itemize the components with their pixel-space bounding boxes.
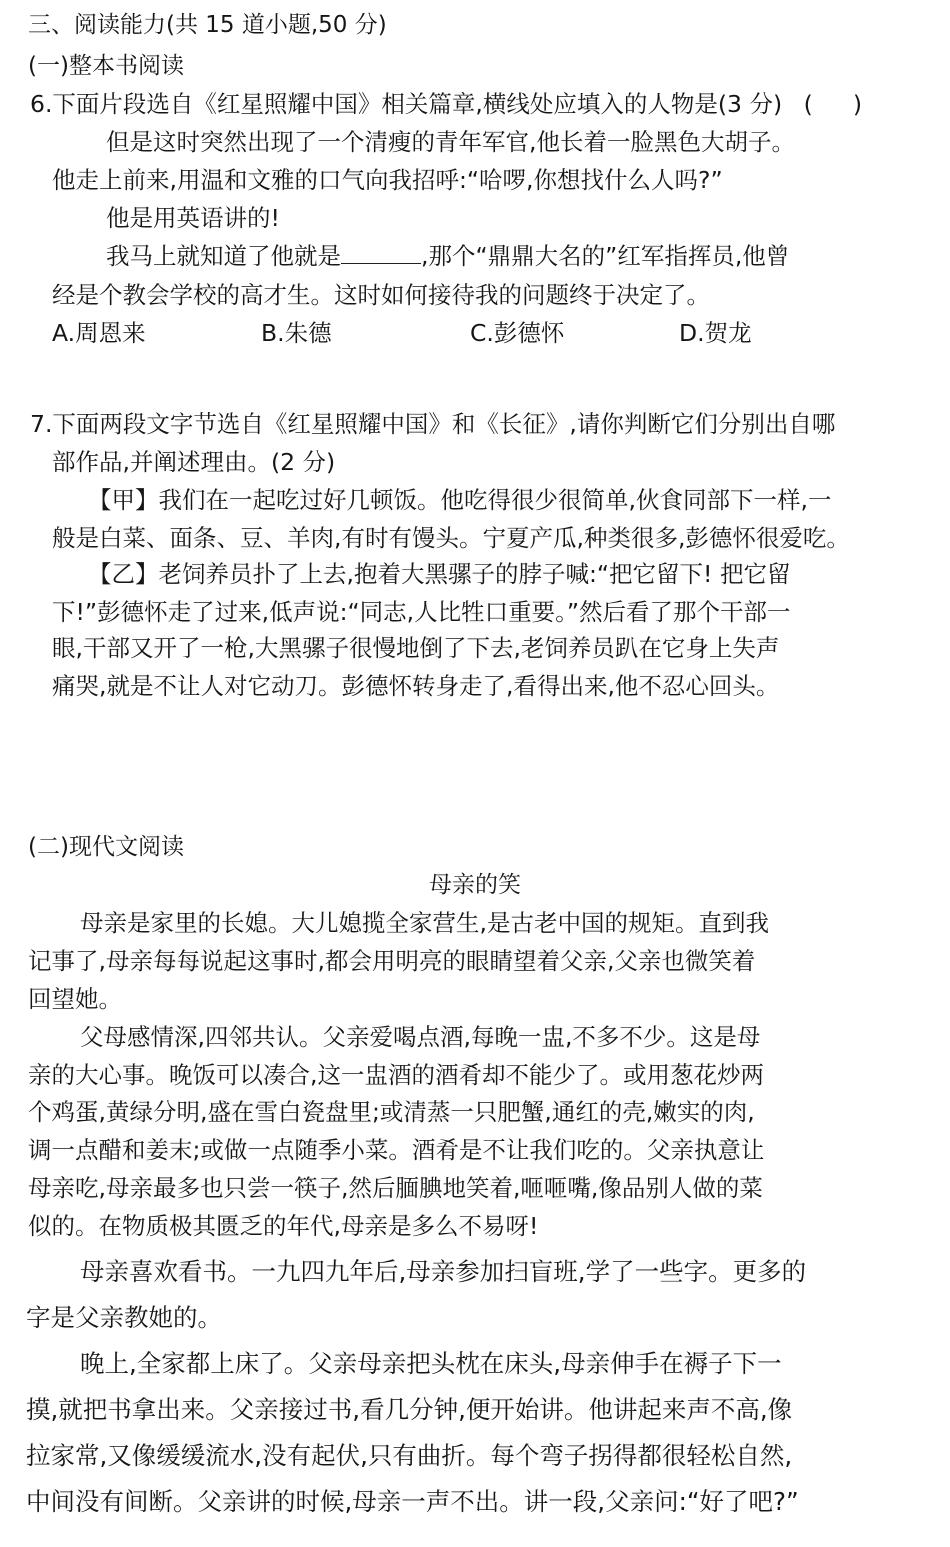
essay-line: 母亲是家里的长媳。大儿媳揽全家营生,是古老中国的规矩。直到我 — [80, 909, 769, 937]
q7-passage-yi: 眼,干部又开了一枪,大黑骡子很慢地倒了下去,老饲养员趴在它身上失声 — [52, 634, 780, 662]
q6-passage-line: 他是用英语讲的! — [106, 204, 280, 232]
q6-passage-line — [106, 241, 789, 271]
essay-line: 摸,就把书拿出来。父亲接过书,看几分钟,便开始讲。他讲起来声不高,像 — [26, 1395, 793, 1424]
q6-passage-text: 我马上就知道了他就是 — [106, 242, 341, 270]
essay-line: 母亲吃,母亲最多也只尝一筷子,然后腼腆地笑着,咂咂嘴,像品别人做的菜 — [28, 1174, 763, 1202]
q7-stem: 7.下面两段文字节选自《红星照耀中国》和《长征》,请你判断它们分别出自哪 — [30, 410, 836, 438]
section-title: 三、阅读能力(共 15 道小题,50 分) — [28, 12, 387, 38]
q6-passage-text: ,那个“鼎鼎大名的”红军指挥员,他曾 — [421, 242, 790, 270]
q7-passage-yi: 痛哭,就是不让人对它动刀。彭德怀转身走了,看得出来,他不忍心回头。 — [52, 672, 780, 700]
q7-passage-yi: 下!”彭德怀走了过来,低声说:“同志,人比牲口重要。”然后看了那个干部一 — [52, 598, 791, 626]
q6-passage-line: 但是这时突然出现了一个清瘦的青年军官,他长着一脸黑色大胡子。 — [106, 128, 795, 156]
q7-passage-jia: 【甲】我们在一起吃过好几顿饭。他吃得很少很简单,伙食同部下一样,一 — [88, 486, 832, 514]
part1-title: (一)整本书阅读 — [28, 53, 184, 79]
essay-line: 中间没有间断。父亲讲的时候,母亲一声不出。讲一段,父亲问:“好了吧?” — [26, 1487, 799, 1516]
q6-stem — [30, 89, 862, 119]
essay-line: 亲的大心事。晚饭可以凑合,这一盅酒的酒肴却不能少了。或用葱花炒两 — [28, 1061, 764, 1089]
q6-stem-text: 6.下面片段选自《红星照耀中国》相关篇章,横线处应填入的人物是(3 分) — [30, 90, 783, 118]
q7-stem: 部作品,并阐述理由。(2 分) — [52, 448, 336, 476]
option-d: D.贺龙 — [679, 319, 752, 347]
option-c: C.彭德怀 — [470, 319, 565, 347]
q6-passage-line: 他走上前来,用温和文雅的口气向我招呼:“哈啰,你想找什么人吗?” — [52, 166, 723, 194]
q7-passage-yi: 【乙】老饲养员扑了上去,抱着大黑骡子的脖子喊:“把它留下! 把它留 — [88, 560, 791, 588]
q7-passage-jia: 般是白菜、面条、豆、羊肉,有时有馒头。宁夏产瓜,种类很多,彭德怀很爱吃。 — [52, 524, 850, 552]
essay-line: 记事了,母亲每每说起这事时,都会用明亮的眼睛望着父亲,父亲也微笑着 — [28, 947, 756, 975]
essay-line: 调一点醋和姜末;或做一点随季小菜。酒肴是不让我们吃的。父亲执意让 — [28, 1136, 765, 1164]
essay-line: 个鸡蛋,黄绿分明,盛在雪白瓷盘里;或清蒸一只肥蟹,通红的壳,嫩实的肉, — [28, 1098, 755, 1126]
option-a: A.周恩来 — [52, 319, 146, 347]
essay-title: 母亲的笑 — [429, 872, 521, 898]
essay-line: 父母感情深,四邻共认。父亲爱喝点酒,每晚一盅,不多不少。这是母 — [80, 1023, 761, 1051]
essay-line: 母亲喜欢看书。一九四九年后,母亲参加扫盲班,学了一些字。更多的 — [80, 1257, 807, 1286]
essay-line: 回望她。 — [28, 985, 122, 1013]
essay-line: 似的。在物质极其匮乏的年代,母亲是多么不易呀! — [28, 1212, 539, 1240]
q6-options — [52, 318, 888, 348]
q6-passage-line: 经是个教会学校的高才生。这时如何接待我的问题终于决定了。 — [52, 281, 710, 309]
part2-title: (二)现代文阅读 — [28, 834, 184, 860]
option-b: B.朱德 — [261, 319, 332, 347]
essay-line: 字是父亲教她的。 — [26, 1303, 222, 1332]
essay-line: 拉家常,又像缓缓流水,没有起伏,只有曲折。每个弯子拐得都很轻松自然, — [26, 1441, 793, 1470]
q6-answer-bracket: ( ) — [803, 90, 862, 118]
fill-in-blank — [341, 243, 421, 264]
essay-line: 晚上,全家都上床了。父亲母亲把头枕在床头,母亲伸手在褥子下一 — [80, 1349, 782, 1378]
